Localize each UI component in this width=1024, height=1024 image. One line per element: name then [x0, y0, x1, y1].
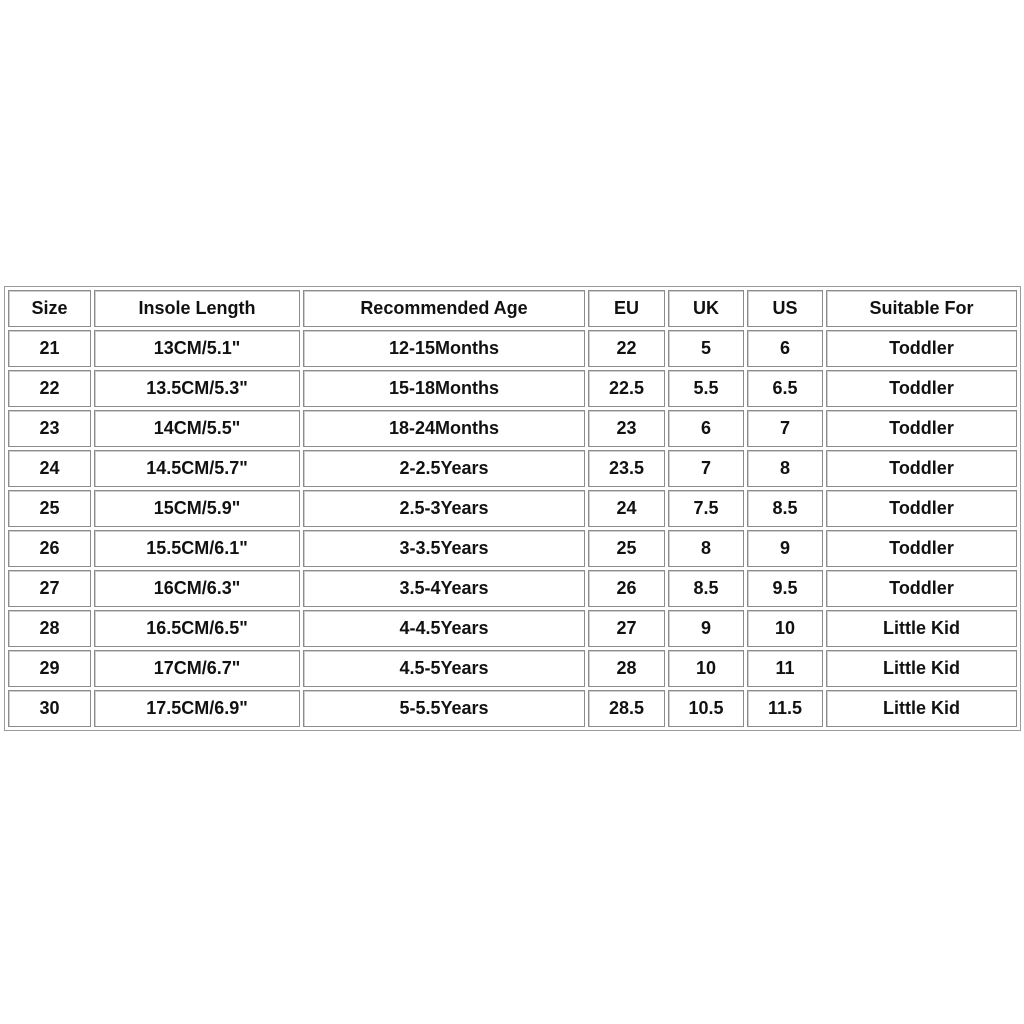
cell-size: 24: [8, 450, 91, 487]
cell-uk: 8: [668, 530, 744, 567]
header-suitable-for: Suitable For: [826, 290, 1017, 327]
cell-insole-length: 14CM/5.5": [94, 410, 300, 447]
cell-us: 10: [747, 610, 823, 647]
table-row: [8, 650, 1017, 687]
cell-us: 8: [747, 450, 823, 487]
cell-recommended-age: 3.5-4Years: [303, 570, 585, 607]
cell-uk: 7.5: [668, 490, 744, 527]
header-insole-length: Insole Length: [94, 290, 300, 327]
cell-recommended-age: 2.5-3Years: [303, 490, 585, 527]
cell-uk: 10.5: [668, 690, 744, 727]
cell-suitable-for: Toddler: [826, 530, 1017, 567]
table-row: [8, 610, 1017, 647]
header-us: US: [747, 290, 823, 327]
cell-suitable-for: Toddler: [826, 370, 1017, 407]
cell-eu: 24: [588, 490, 665, 527]
table-row: [8, 330, 1017, 367]
cell-suitable-for: Toddler: [826, 570, 1017, 607]
cell-insole-length: 15.5CM/6.1": [94, 530, 300, 567]
cell-eu: 28.5: [588, 690, 665, 727]
cell-size: 22: [8, 370, 91, 407]
cell-recommended-age: 3-3.5Years: [303, 530, 585, 567]
cell-recommended-age: 4-4.5Years: [303, 610, 585, 647]
cell-eu: 28: [588, 650, 665, 687]
cell-suitable-for: Little Kid: [826, 650, 1017, 687]
cell-recommended-age: 4.5-5Years: [303, 650, 585, 687]
table-row: [8, 490, 1017, 527]
cell-suitable-for: Little Kid: [826, 690, 1017, 727]
table-row: [8, 530, 1017, 567]
cell-suitable-for: Little Kid: [826, 610, 1017, 647]
table-row: [8, 370, 1017, 407]
cell-insole-length: 17.5CM/6.9": [94, 690, 300, 727]
cell-recommended-age: 2-2.5Years: [303, 450, 585, 487]
table-row: [8, 690, 1017, 727]
cell-insole-length: 14.5CM/5.7": [94, 450, 300, 487]
cell-uk: 5.5: [668, 370, 744, 407]
cell-uk: 8.5: [668, 570, 744, 607]
cell-uk: 9: [668, 610, 744, 647]
cell-insole-length: 15CM/5.9": [94, 490, 300, 527]
cell-us: 9.5: [747, 570, 823, 607]
cell-recommended-age: 5-5.5Years: [303, 690, 585, 727]
header-size: Size: [8, 290, 91, 327]
table-body: [8, 330, 1017, 727]
cell-suitable-for: Toddler: [826, 450, 1017, 487]
header-row: [8, 290, 1017, 327]
cell-us: 7: [747, 410, 823, 447]
cell-eu: 26: [588, 570, 665, 607]
table-row: [8, 410, 1017, 447]
cell-insole-length: 17CM/6.7": [94, 650, 300, 687]
cell-uk: 5: [668, 330, 744, 367]
cell-us: 6: [747, 330, 823, 367]
cell-recommended-age: 18-24Months: [303, 410, 585, 447]
size-chart-table: [4, 286, 1021, 731]
cell-size: 23: [8, 410, 91, 447]
cell-size: 29: [8, 650, 91, 687]
cell-recommended-age: 12-15Months: [303, 330, 585, 367]
cell-us: 11: [747, 650, 823, 687]
cell-us: 11.5: [747, 690, 823, 727]
cell-insole-length: 16CM/6.3": [94, 570, 300, 607]
header-uk: UK: [668, 290, 744, 327]
cell-insole-length: 13CM/5.1": [94, 330, 300, 367]
table-row: [8, 450, 1017, 487]
cell-size: 25: [8, 490, 91, 527]
cell-uk: 7: [668, 450, 744, 487]
cell-eu: 27: [588, 610, 665, 647]
cell-insole-length: 16.5CM/6.5": [94, 610, 300, 647]
cell-uk: 10: [668, 650, 744, 687]
cell-size: 27: [8, 570, 91, 607]
header-recommended-age: Recommended Age: [303, 290, 585, 327]
cell-eu: 25: [588, 530, 665, 567]
cell-size: 26: [8, 530, 91, 567]
cell-size: 28: [8, 610, 91, 647]
cell-us: 9: [747, 530, 823, 567]
cell-us: 8.5: [747, 490, 823, 527]
cell-uk: 6: [668, 410, 744, 447]
cell-eu: 22: [588, 330, 665, 367]
cell-us: 6.5: [747, 370, 823, 407]
cell-suitable-for: Toddler: [826, 490, 1017, 527]
cell-suitable-for: Toddler: [826, 330, 1017, 367]
cell-size: 21: [8, 330, 91, 367]
cell-suitable-for: Toddler: [826, 410, 1017, 447]
cell-size: 30: [8, 690, 91, 727]
cell-eu: 23.5: [588, 450, 665, 487]
header-eu: EU: [588, 290, 665, 327]
cell-insole-length: 13.5CM/5.3": [94, 370, 300, 407]
table-row: [8, 570, 1017, 607]
cell-eu: 22.5: [588, 370, 665, 407]
cell-eu: 23: [588, 410, 665, 447]
cell-recommended-age: 15-18Months: [303, 370, 585, 407]
